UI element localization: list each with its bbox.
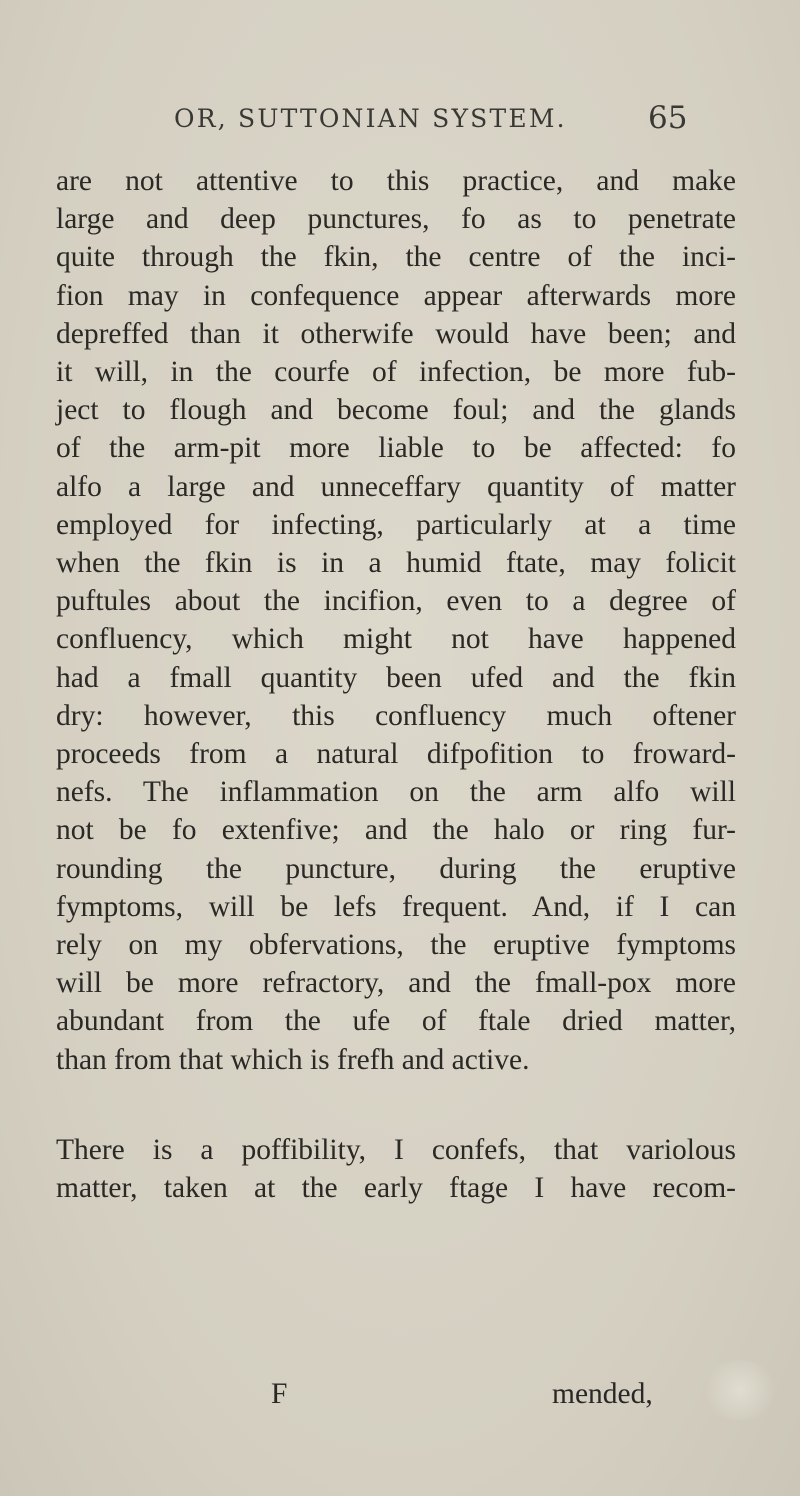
text-line: confluency, which might not have happened [56, 623, 736, 656]
text-line: of the arm-pit more liable to be affected: fo [56, 432, 736, 465]
text-line: when the fkin is in a humid ftate, may folicit [56, 547, 736, 580]
text-line: quite through the fkin, the centre of the inci- [56, 241, 736, 274]
text-line: fymptoms, will be lefs frequent. And, if I can [56, 890, 736, 923]
text-line: had a fmall quantity been ufed and the fkin [56, 661, 736, 694]
body-text [56, 162, 736, 1207]
page-footer [0, 1378, 800, 1418]
text-line: than from that which is frefh and active. [56, 1043, 530, 1076]
text-line: not be fo extenfive; and the halo or ring fur- [56, 814, 736, 847]
text-line: abundant from the ufe of ftale dried matter, [56, 1005, 736, 1038]
text-line: matter, taken at the early ftage I have recom- [56, 1172, 736, 1205]
text-line: rounding the puncture, during the eruptive [56, 852, 736, 885]
text-line: employed for infecting, particularly at a time [56, 508, 736, 541]
text-line: puftules about the incifion, even to a degree of [56, 585, 736, 618]
text-line: depreffed than it otherwife would have been; and [56, 317, 736, 350]
text-line: ject to flough and become foul; and the glands [56, 394, 736, 427]
text-line: will be more refractory, and the fmall-pox more [56, 967, 736, 1000]
text-line: proceeds from a natural difpofition to froward- [56, 738, 736, 771]
text-line: it will, in the courfe of infection, be more fub- [56, 356, 736, 389]
text-line: fion may in confequence appear afterwards more [56, 279, 736, 312]
running-head: OR, SUTTONIAN SYSTEM. [174, 104, 567, 133]
paragraph [56, 162, 736, 1079]
text-line: dry: however, this confluency much oftener [56, 699, 736, 732]
text-line: alfo a large and unneceffary quantity of matter [56, 470, 736, 503]
text-line: There is a poffibility, I confefs, that variolous [56, 1133, 736, 1166]
paragraph [56, 1131, 736, 1207]
catchword: mended, [552, 1378, 653, 1410]
signature-mark: F [271, 1378, 288, 1410]
page-header [0, 100, 800, 140]
text-line: large and deep punctures, fo as to penetrate [56, 203, 736, 236]
text-line: rely on my obfervations, the eruptive fymptoms [56, 929, 736, 962]
text-line: nefs. The inflammation on the arm alfo will [56, 776, 736, 809]
paper-stain [700, 1360, 780, 1420]
text-line: are not attentive to this practice, and make [56, 165, 736, 197]
page-number: 65 [648, 100, 688, 136]
